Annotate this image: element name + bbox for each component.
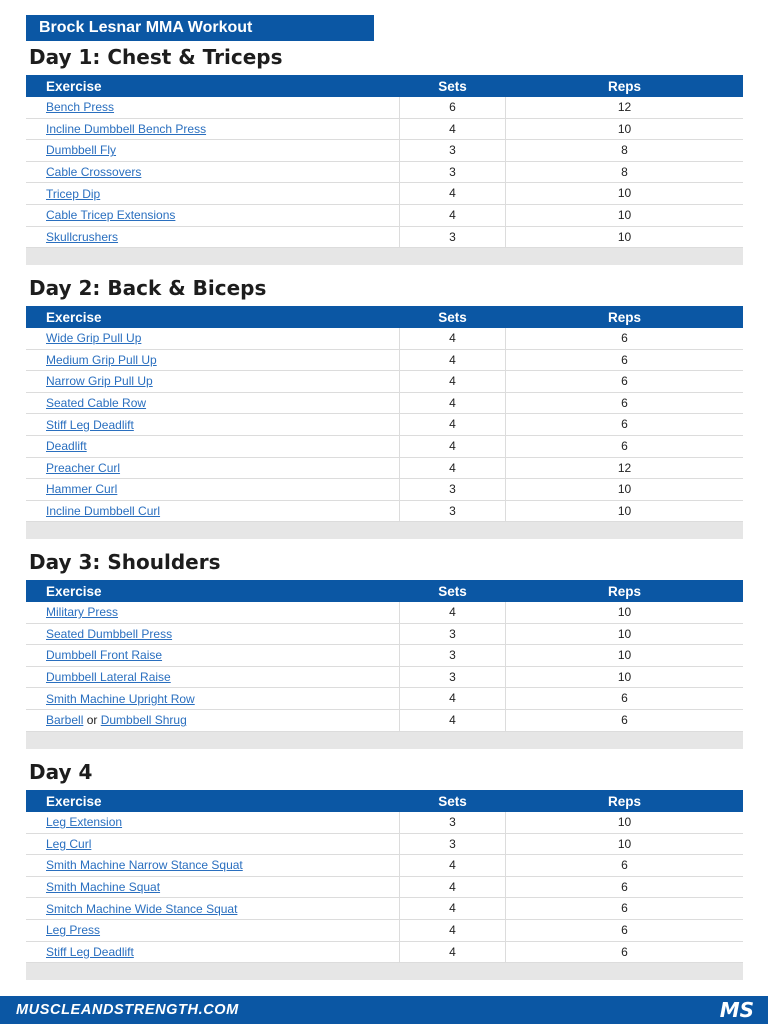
table-row — [26, 414, 743, 436]
day-4-table — [26, 790, 743, 980]
day-2-section — [26, 274, 743, 539]
exercise-cell — [26, 143, 399, 157]
exercise-cell — [26, 418, 399, 432]
table-row — [26, 645, 743, 667]
sets-cell: 3 — [399, 501, 506, 522]
sets-cell: 3 — [399, 479, 506, 500]
table-row — [26, 371, 743, 393]
day-4-heading: Day 4 — [29, 760, 93, 784]
sets-cell: 4 — [399, 855, 506, 876]
table-header — [26, 580, 743, 602]
day-3-table — [26, 580, 743, 749]
header-reps: Reps — [607, 793, 641, 809]
exercise-cell — [26, 648, 399, 662]
sets-cell: 3 — [399, 834, 506, 855]
reps-cell: 6 — [621, 858, 628, 873]
sets-cell: 3 — [399, 162, 506, 183]
sets-cell: 3 — [399, 140, 506, 161]
day-1-heading: Day 1: Chest & Triceps — [29, 45, 283, 69]
exercise-cell — [26, 461, 399, 475]
reps-cell: 6 — [621, 395, 628, 410]
table-row — [26, 479, 743, 501]
sets-cell: 4 — [399, 183, 506, 204]
day-2-heading: Day 2: Back & Biceps — [29, 276, 267, 300]
exercise-cell — [26, 880, 399, 894]
exercise-link[interactable]: Barbell — [46, 713, 84, 728]
table-row — [26, 834, 743, 856]
document-title: Brock Lesnar MMA Workout — [26, 15, 374, 41]
header-exercise: Exercise — [46, 793, 102, 809]
exercise-link[interactable]: Leg Extension — [46, 815, 123, 830]
header-reps: Reps — [607, 309, 641, 325]
exercise-link[interactable]: Stiff Leg Deadlift — [46, 944, 134, 959]
exercise-cell — [26, 713, 399, 727]
footer-site-link[interactable]: MUSCLEANDSTRENGTH.COM — [16, 1002, 239, 1018]
reps-cell: 8 — [621, 164, 628, 179]
table-row — [26, 393, 743, 415]
reps-cell: 10 — [617, 648, 632, 663]
reps-cell: 10 — [617, 121, 632, 136]
table-row — [26, 602, 743, 624]
table-row — [26, 183, 743, 205]
exercise-cell — [26, 396, 399, 410]
sets-cell: 4 — [399, 458, 506, 479]
exercise-cell — [26, 627, 399, 641]
sets-cell: 3 — [399, 812, 506, 833]
exercise-cell — [26, 605, 399, 619]
table-footer-bar — [26, 732, 743, 749]
table-row — [26, 436, 743, 458]
header-reps: Reps — [607, 78, 641, 94]
table-row — [26, 942, 743, 964]
table-row — [26, 920, 743, 942]
day-1-table — [26, 75, 743, 265]
reps-cell: 10 — [617, 669, 632, 684]
exercise-cell — [26, 331, 399, 345]
table-row — [26, 812, 743, 834]
ms-logo: MS — [719, 998, 754, 1022]
table-row — [26, 898, 743, 920]
exercise-link[interactable]: Narrow Grip Pull Up — [46, 374, 153, 389]
table-row — [26, 458, 743, 480]
exercise-link[interactable]: Incline Dumbbell Bench Press — [46, 121, 207, 136]
exercise-link[interactable]: Cable Tricep Extensions — [46, 208, 176, 223]
table-footer-bar — [26, 248, 743, 265]
sets-cell: 6 — [399, 97, 506, 118]
table-row — [26, 877, 743, 899]
reps-cell: 6 — [621, 352, 628, 367]
reps-cell: 6 — [621, 712, 628, 727]
sets-cell: 4 — [399, 942, 506, 963]
footer-bar — [0, 996, 768, 1024]
reps-cell: 10 — [617, 482, 632, 497]
exercise-cell — [26, 504, 399, 518]
table-row — [26, 162, 743, 184]
exercise-cell — [26, 374, 399, 388]
reps-cell: 6 — [621, 331, 628, 345]
sets-cell: 4 — [399, 393, 506, 414]
header-exercise: Exercise — [46, 583, 102, 599]
reps-cell: 10 — [617, 815, 632, 829]
exercise-cell — [26, 670, 399, 684]
exercise-link[interactable]: Dumbbell Fly — [46, 143, 117, 158]
table-row — [26, 205, 743, 227]
sets-cell: 3 — [399, 227, 506, 248]
sets-cell: 4 — [399, 920, 506, 941]
exercise-link[interactable]: Wide Grip Pull Up — [46, 331, 142, 346]
sets-cell: 3 — [399, 645, 506, 666]
exercise-link[interactable]: Military Press — [46, 605, 119, 620]
exercise-link[interactable]: Seated Dumbbell Press — [46, 626, 173, 641]
table-header — [26, 306, 743, 328]
exercise-cell — [26, 439, 399, 453]
day-4-section — [26, 758, 743, 980]
sets-cell: 4 — [399, 328, 506, 349]
table-row — [26, 710, 743, 732]
table-row — [26, 855, 743, 877]
table-row — [26, 140, 743, 162]
exercise-link[interactable]: Dumbbell Lateral Raise — [46, 670, 171, 685]
reps-cell: 10 — [617, 229, 632, 244]
exercise-link[interactable]: Dumbbell Shrug — [100, 713, 187, 728]
exercise-cell — [26, 482, 399, 496]
exercise-cell — [26, 692, 399, 706]
exercise-link[interactable]: Hammer Curl — [46, 482, 118, 497]
exercise-cell — [26, 100, 399, 114]
header-exercise: Exercise — [46, 309, 102, 325]
exercise-link[interactable]: Tricep Dip — [46, 186, 101, 201]
exercise-link[interactable]: Skullcrushers — [46, 229, 119, 244]
sets-cell: 3 — [399, 624, 506, 645]
reps-cell: 6 — [621, 922, 628, 937]
reps-cell: 10 — [617, 836, 632, 851]
exercise-link[interactable]: Smith Machine Upright Row — [46, 691, 195, 706]
exercise-cell — [26, 945, 399, 959]
sets-cell: 4 — [399, 710, 506, 731]
sets-cell: 3 — [399, 667, 506, 688]
exercise-cell — [26, 353, 399, 367]
table-footer-bar — [26, 963, 743, 980]
sets-cell: 4 — [399, 414, 506, 435]
exercise-link[interactable]: Cable Crossovers — [46, 165, 142, 180]
header-sets: Sets — [438, 583, 467, 599]
header-sets: Sets — [438, 793, 467, 809]
table-row — [26, 97, 743, 119]
header-reps: Reps — [607, 583, 641, 599]
reps-cell: 6 — [621, 901, 628, 916]
exercise-cell — [26, 165, 399, 179]
table-footer-bar — [26, 522, 743, 539]
exercise-cell — [26, 230, 399, 244]
reps-cell: 6 — [621, 944, 628, 959]
reps-cell: 8 — [621, 143, 628, 158]
sets-cell: 4 — [399, 350, 506, 371]
exercise-link[interactable]: Leg Curl — [46, 836, 92, 851]
sets-cell: 4 — [399, 436, 506, 457]
table-header — [26, 790, 743, 812]
day-3-heading: Day 3: Shoulders — [29, 550, 221, 574]
exercise-cell — [26, 837, 399, 851]
table-header — [26, 75, 743, 97]
exercise-link[interactable]: Stiff Leg Deadlift — [46, 417, 134, 432]
sets-cell: 4 — [399, 371, 506, 392]
exercise-link[interactable]: Incline Dumbbell Curl — [46, 504, 161, 519]
reps-cell: 10 — [617, 605, 632, 619]
reps-cell: 10 — [617, 186, 632, 201]
exercise-link[interactable]: Bench Press — [46, 100, 115, 115]
table-row — [26, 624, 743, 646]
sets-cell: 4 — [399, 688, 506, 709]
reps-cell: 6 — [621, 879, 628, 894]
exercise-link[interactable]: Smith Machine Narrow Stance Squat — [46, 858, 243, 873]
reps-cell: 6 — [621, 374, 628, 389]
table-row — [26, 227, 743, 249]
table-row — [26, 119, 743, 141]
sets-cell: 4 — [399, 205, 506, 226]
exercise-cell — [26, 208, 399, 222]
reps-cell: 6 — [621, 438, 628, 453]
day-3-section — [26, 548, 743, 749]
exercise-link[interactable]: Preacher Curl — [46, 460, 121, 475]
exercise-separator: or — [86, 713, 98, 728]
exercise-cell — [26, 122, 399, 136]
exercise-link[interactable]: Smitch Machine Wide Stance Squat — [46, 901, 238, 916]
header-exercise: Exercise — [46, 78, 102, 94]
table-row — [26, 688, 743, 710]
exercise-link[interactable]: Smith Machine Squat — [46, 880, 161, 895]
exercise-cell — [26, 187, 399, 201]
exercise-link[interactable]: Medium Grip Pull Up — [46, 352, 157, 367]
exercise-link[interactable]: Deadlift — [46, 439, 87, 454]
reps-cell: 10 — [617, 207, 632, 222]
exercise-cell — [26, 858, 399, 872]
reps-cell: 12 — [617, 460, 632, 475]
table-row — [26, 328, 743, 350]
sets-cell: 4 — [399, 602, 506, 623]
header-sets: Sets — [438, 309, 467, 325]
reps-cell: 12 — [617, 100, 632, 114]
reps-cell: 10 — [617, 503, 632, 518]
exercise-link[interactable]: Leg Press — [46, 923, 101, 938]
exercise-cell — [26, 902, 399, 916]
exercise-cell — [26, 815, 399, 829]
reps-cell: 6 — [621, 691, 628, 706]
sets-cell: 4 — [399, 119, 506, 140]
table-row — [26, 350, 743, 372]
sets-cell: 4 — [399, 877, 506, 898]
reps-cell: 10 — [617, 626, 632, 641]
header-sets: Sets — [438, 78, 467, 94]
table-row — [26, 667, 743, 689]
exercise-link[interactable]: Seated Cable Row — [46, 396, 147, 411]
day-2-table — [26, 306, 743, 539]
exercise-link[interactable]: Dumbbell Front Raise — [46, 648, 163, 663]
day-1-section — [26, 43, 743, 265]
exercise-cell — [26, 923, 399, 937]
reps-cell: 6 — [621, 417, 628, 432]
table-row — [26, 501, 743, 523]
sets-cell: 4 — [399, 898, 506, 919]
